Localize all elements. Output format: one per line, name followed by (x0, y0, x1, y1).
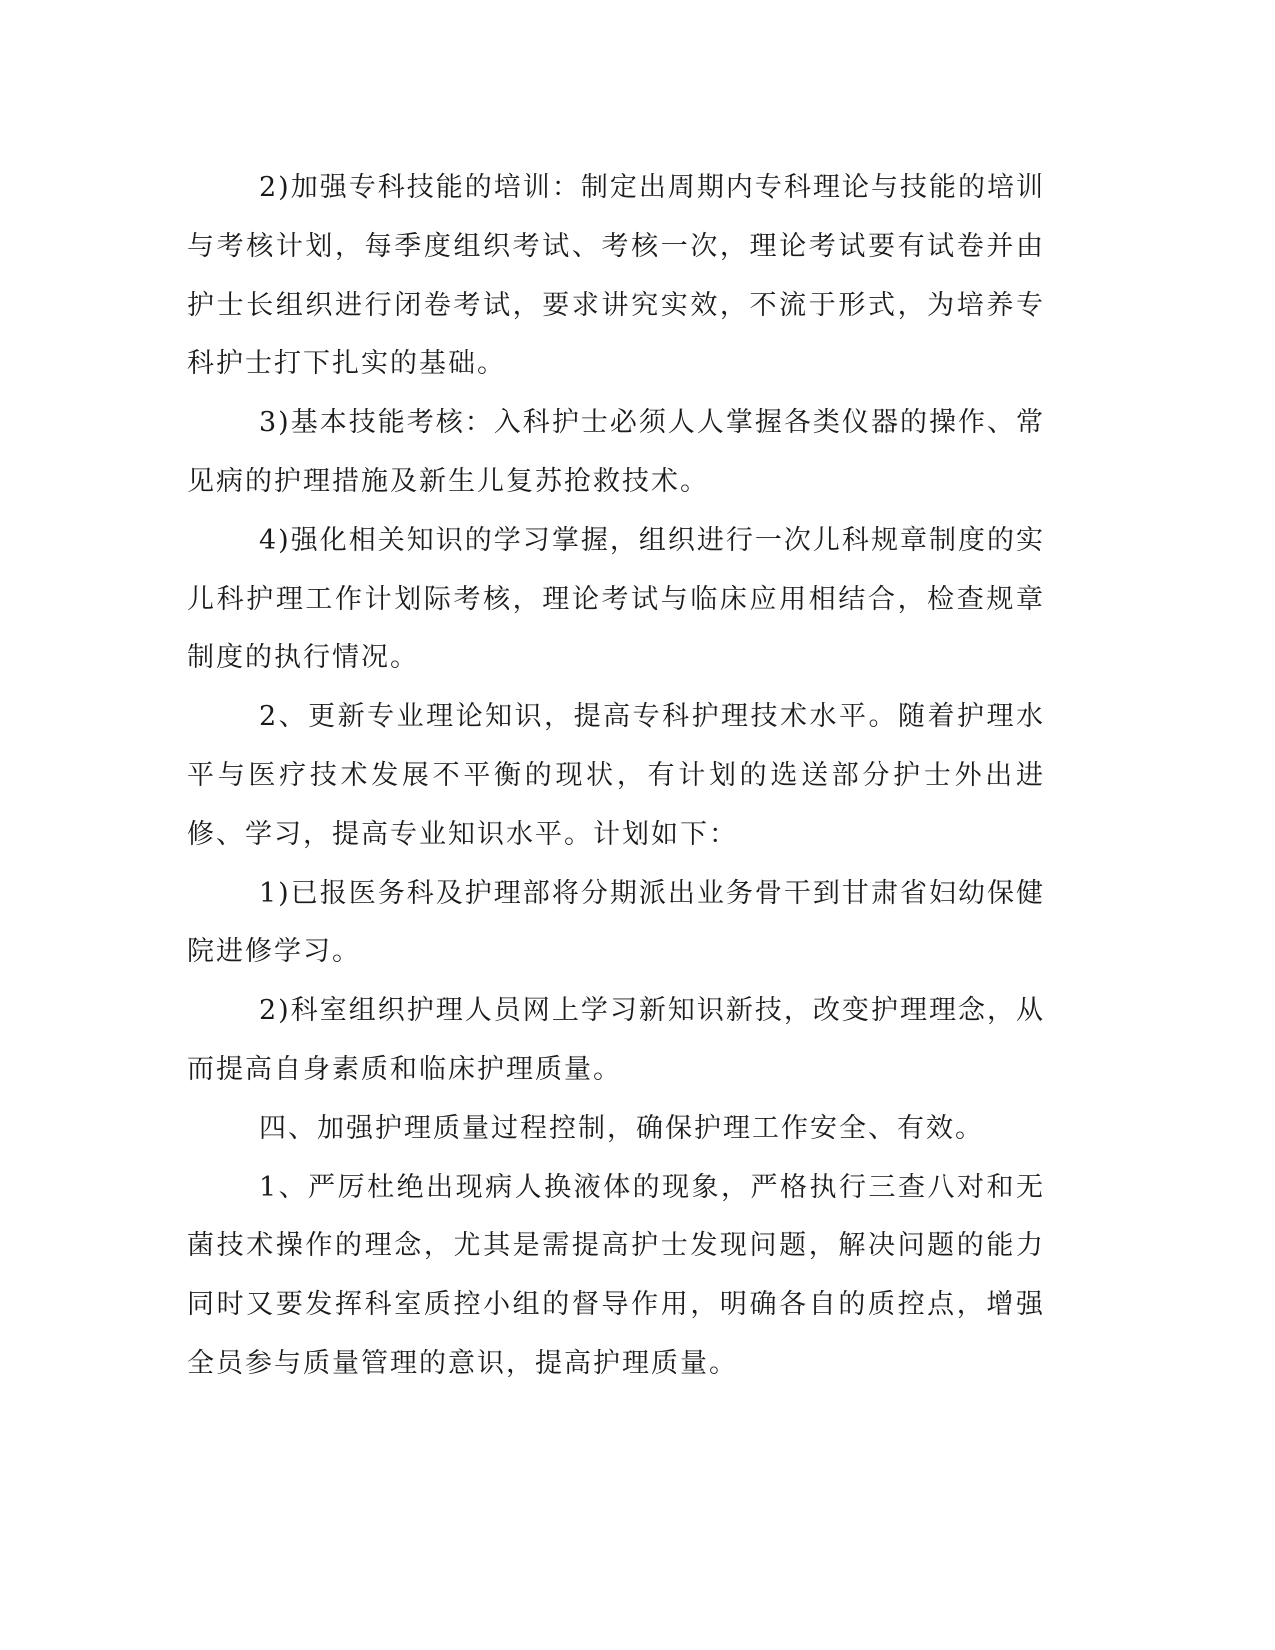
paragraph-advanced-study: 1)已报医务科及护理部将分期派出业务骨干到甘肃省妇幼保健院进修学习。 (187, 877, 1045, 968)
paragraph-online-learning: 2)科室组织护理人员网上学习新知识新技，改变护理理念，从而提高自身素质和临床护理质量。 (187, 995, 1045, 1085)
paragraph-basic-skill-assessment: 3)基本技能考核：入科护士必须人人掌握各类仪器的操作、常见病的护理措施及新生儿复苏抢救技术。 (187, 407, 1045, 497)
paragraph-skill-training: 2)加强专科技能的培训：制定出周期内专科理论与技能的培训与考核计划，每季度组织考试、考核一次，理论考试要有试卷并由护士长组织进行闭卷考试，要求讲究实效，不流于形式，为培养专科护士打下扎实的基础。 (187, 172, 1045, 380)
section-heading-quality-control: 四、加强护理质量过程控制，确保护理工作安全、有效。 (259, 1112, 984, 1144)
document-body (187, 159, 1045, 1394)
paragraph-update-theory: 2、更新专业理论知识，提高专科护理技术水平。随着护理水平与医疗技术发展不平衡的现状，有计划的选送部分护士外出进修、学习，提高专业知识水平。计划如下： (187, 701, 1045, 850)
paragraph-safety-measures: 1、严厉杜绝出现病人换液体的现象，严格执行三查八对和无菌技术操作的理念，尤其是需提高护士发现问题，解决问题的能力同时又要发挥科室质控小组的督导作用，明确各自的质控点，增强全员参与质量管理的意识，提高护理质量。 (187, 1171, 1045, 1379)
paragraph-knowledge-strengthening: 4)强化相关知识的学习掌握，组织进行一次儿科规章制度的实儿科护理工作计划际考核，理论考试与临床应用相结合，检查规章制度的执行情况。 (187, 524, 1045, 674)
